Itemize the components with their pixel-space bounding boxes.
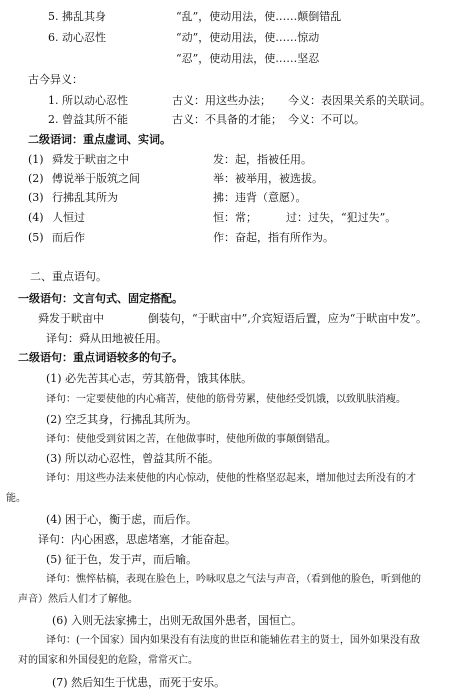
part2-title: 二、重点语句。 bbox=[30, 270, 107, 283]
sentence-6: (6) 入则无法家拂士，出则无敌国外患者，国恒亡。 bbox=[52, 614, 303, 627]
translation-4: 译句：内心困惑，思虑堵塞，才能奋起。 bbox=[38, 533, 236, 546]
l1-title: 一级语句：文言句式、固定搭配。 bbox=[18, 292, 183, 305]
translation-2: 译句：使他受到贫困之苦，在他做事时，使他所做的事颠倒错乱。 bbox=[46, 434, 336, 445]
translation-5a: 译句：憔悴枯槁，表现在脸色上，吟咏叹息之气法与声音，（看到他的脸色，听到他的 bbox=[46, 574, 421, 585]
item-5-term: 拂乱其身 bbox=[62, 10, 106, 23]
gujin-1-num: 1. bbox=[48, 94, 59, 107]
sentence-7: (7) 然后知生于忧患，而死于安乐。 bbox=[52, 676, 226, 689]
sec2-5-expl: 作：奋起，指有所作为。 bbox=[213, 231, 334, 244]
l1-translation: 译句：舜从田地被任用。 bbox=[46, 332, 167, 345]
l1-note: 倒装句，“于畎亩中”,介宾短语后置，应为“于畎亩中发”。 bbox=[148, 312, 427, 325]
sec2-4-expl2: 过：过失，“犯过失”。 bbox=[286, 211, 397, 224]
sec2-1-term: 舜发于畎亩之中 bbox=[52, 153, 129, 166]
translation-3a: 译句：用这些办法来使他的内心惊动，使他的性格坚忍起来，增加他过去所没有的才 bbox=[46, 473, 416, 484]
sec2-1-num: (1) bbox=[28, 153, 44, 166]
gujin-title: 古今异义： bbox=[28, 73, 83, 86]
sec2-1-expl: 发：起，指被任用。 bbox=[213, 153, 312, 166]
item-5-num: 5. bbox=[48, 10, 59, 23]
item-6-num: 6. bbox=[48, 31, 59, 44]
sentence-3: (3) 所以动心忍性，曾益其所不能。 bbox=[46, 452, 220, 465]
sec2-title: 二级语词：重点虚词、实词。 bbox=[28, 133, 171, 146]
sec2-2-num: (2) bbox=[28, 172, 44, 185]
sec2-4-expl: 恒：常； bbox=[213, 211, 257, 224]
translation-1: 译句：一定要使他的内心痛苦，使他的筋骨劳累，使他经受饥饿，以致肌肤消瘦。 bbox=[46, 394, 406, 405]
translation-6a: 译句：(一个国家）国内如果没有有法度的世臣和能辅佐君主的贤士，国外如果没有敌 bbox=[46, 635, 420, 646]
sentence-4: (4) 困于心，衡于虑，而后作。 bbox=[46, 513, 198, 526]
sec2-4-term: 人恒过 bbox=[52, 211, 85, 224]
item-6-note: “动”，使动用法，使……惊动 bbox=[176, 31, 320, 44]
item-6-note-2: “忍”，使动用法，使……坚忍 bbox=[176, 52, 320, 65]
gujin-1-jin: 今义：表因果关系的关联词。 bbox=[288, 94, 431, 107]
sentence-1: (1) 必先苦其心志，劳其筋骨，饿其体肤。 bbox=[46, 372, 253, 385]
sec2-5-num: (5) bbox=[28, 231, 44, 244]
translation-3b: 能。 bbox=[6, 493, 26, 504]
sec2-5-term: 而后作 bbox=[52, 231, 85, 244]
sec2-2-term: 傅说举于版筑之间 bbox=[52, 172, 140, 185]
item-6-term: 动心忍性 bbox=[62, 31, 106, 44]
gujin-2-term: 曾益其所不能 bbox=[62, 113, 128, 126]
sec2-3-expl: 拂：违背（意愿）。 bbox=[213, 191, 307, 204]
item-5-note: “乱”，使动用法，使……颠倒错乱 bbox=[176, 10, 342, 23]
sec2-3-num: (3) bbox=[28, 191, 44, 204]
translation-5b: 声音）然后人们才了解他。 bbox=[18, 594, 138, 605]
sentence-2: (2) 空乏其身，行拂乱其所为。 bbox=[46, 413, 198, 426]
translation-6b: 对的国家和外国侵犯的危险，常常灭亡。 bbox=[18, 655, 198, 666]
sec2-4-num: (4) bbox=[28, 211, 44, 224]
gujin-2-gu: 古义：不具备的才能； bbox=[172, 113, 282, 126]
gujin-2-jin: 今义：不可以。 bbox=[288, 113, 365, 126]
sec2-2-expl: 举：被举用，被选拔。 bbox=[213, 172, 323, 185]
gujin-2-num: 2. bbox=[48, 113, 59, 126]
l2-title: 二级语句：重点词语较多的句子。 bbox=[18, 351, 183, 364]
gujin-1-gu: 古义：用这些办法； bbox=[172, 94, 271, 107]
gujin-1-term: 所以动心忍性 bbox=[62, 94, 128, 107]
sentence-5: (5) 征于色，发于声，而后喻。 bbox=[46, 553, 198, 566]
l1-sentence: 舜发于畎亩中 bbox=[38, 312, 104, 325]
sec2-3-term: 行拂乱其所为 bbox=[52, 191, 118, 204]
